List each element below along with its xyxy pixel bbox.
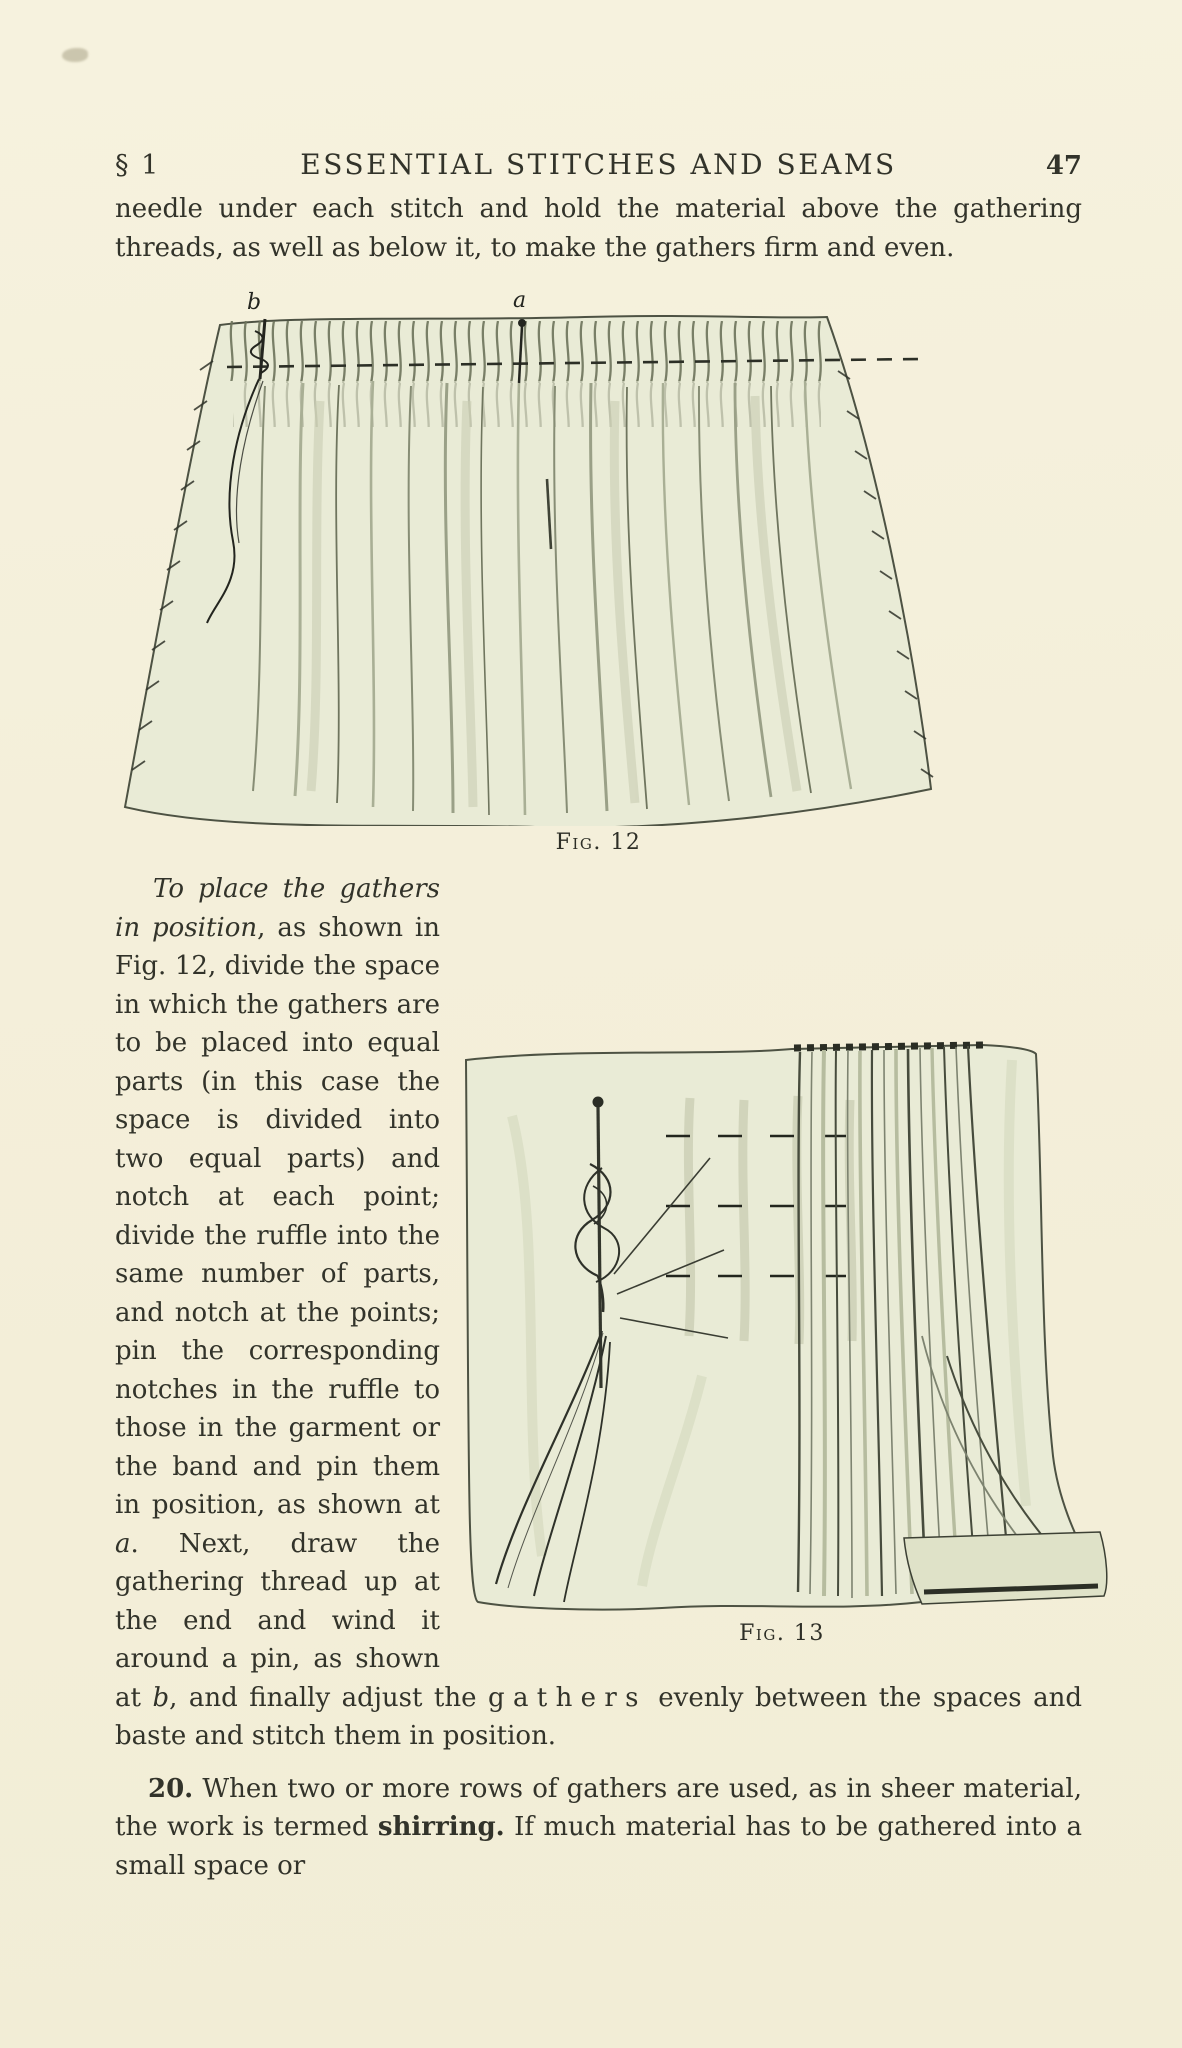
gathers-lead-italic: To place the gathers in position	[115, 874, 440, 943]
figure-12	[115, 291, 1082, 858]
gathers-segment-1: , as shown in Fig. 12, divide the space in which the gathers are to be placed into equal parts (in this case the space is divided into two equal parts) and notch at each point; divide the ruffle into the same number of parts, and notch at the points; pin the corresponding notches in the ruffle to those in the garment or the band and pin them in position, as shown at	[115, 912, 440, 1520]
fig12-pleat-band	[227, 321, 823, 381]
figure-13	[452, 1036, 1112, 1647]
page-number: 47	[1045, 151, 1082, 181]
intro-paragraph: needle under each stitch and hold the material above the gathering threads, as well as below it, to make the gathers firm and even.	[115, 194, 1082, 263]
running-title: ESSENTIAL STITCHES AND SEAMS	[300, 148, 897, 181]
gathers-ref-a: a	[115, 1528, 131, 1559]
shirring-number: 20.	[148, 1773, 194, 1804]
text-flow	[115, 870, 1082, 1885]
fig13-bottom-flap	[904, 1532, 1107, 1604]
shirring-paragraph	[115, 1770, 1082, 1886]
gathers-ref-b: b	[152, 1682, 170, 1713]
gathers-segment-3: , and finally adjust the	[169, 1682, 489, 1713]
gathers-segment-2: . Next, draw the gathering thread up at the end and wind it around a pin, as shown at	[115, 1528, 440, 1713]
figure-12-illustration	[115, 291, 935, 826]
fig12-label-b: b	[247, 291, 262, 315]
shirring-segment-1: When two or more rows of gathers are used, as in sheer material, the work is termed	[115, 1773, 1082, 1842]
page-content	[115, 148, 1082, 1885]
gathers-segment-4: evenly between the spaces and baste and stitch them in position.	[115, 1682, 1082, 1751]
figure-12-caption: Fig. 12	[555, 830, 642, 855]
figure-13-illustration	[452, 1036, 1112, 1621]
page-header	[115, 148, 1082, 188]
section-mark: § 1	[115, 150, 161, 181]
shirring-segment-2: If much material has to be gathered into a small space or	[115, 1812, 1082, 1881]
shirring-term: shirring.	[377, 1812, 505, 1842]
paper-smudge	[62, 48, 88, 62]
gathers-spaced-word: gathers	[488, 1682, 647, 1713]
fig12-label-a: a	[513, 291, 527, 313]
figure-13-caption: Fig. 13	[739, 1621, 825, 1646]
